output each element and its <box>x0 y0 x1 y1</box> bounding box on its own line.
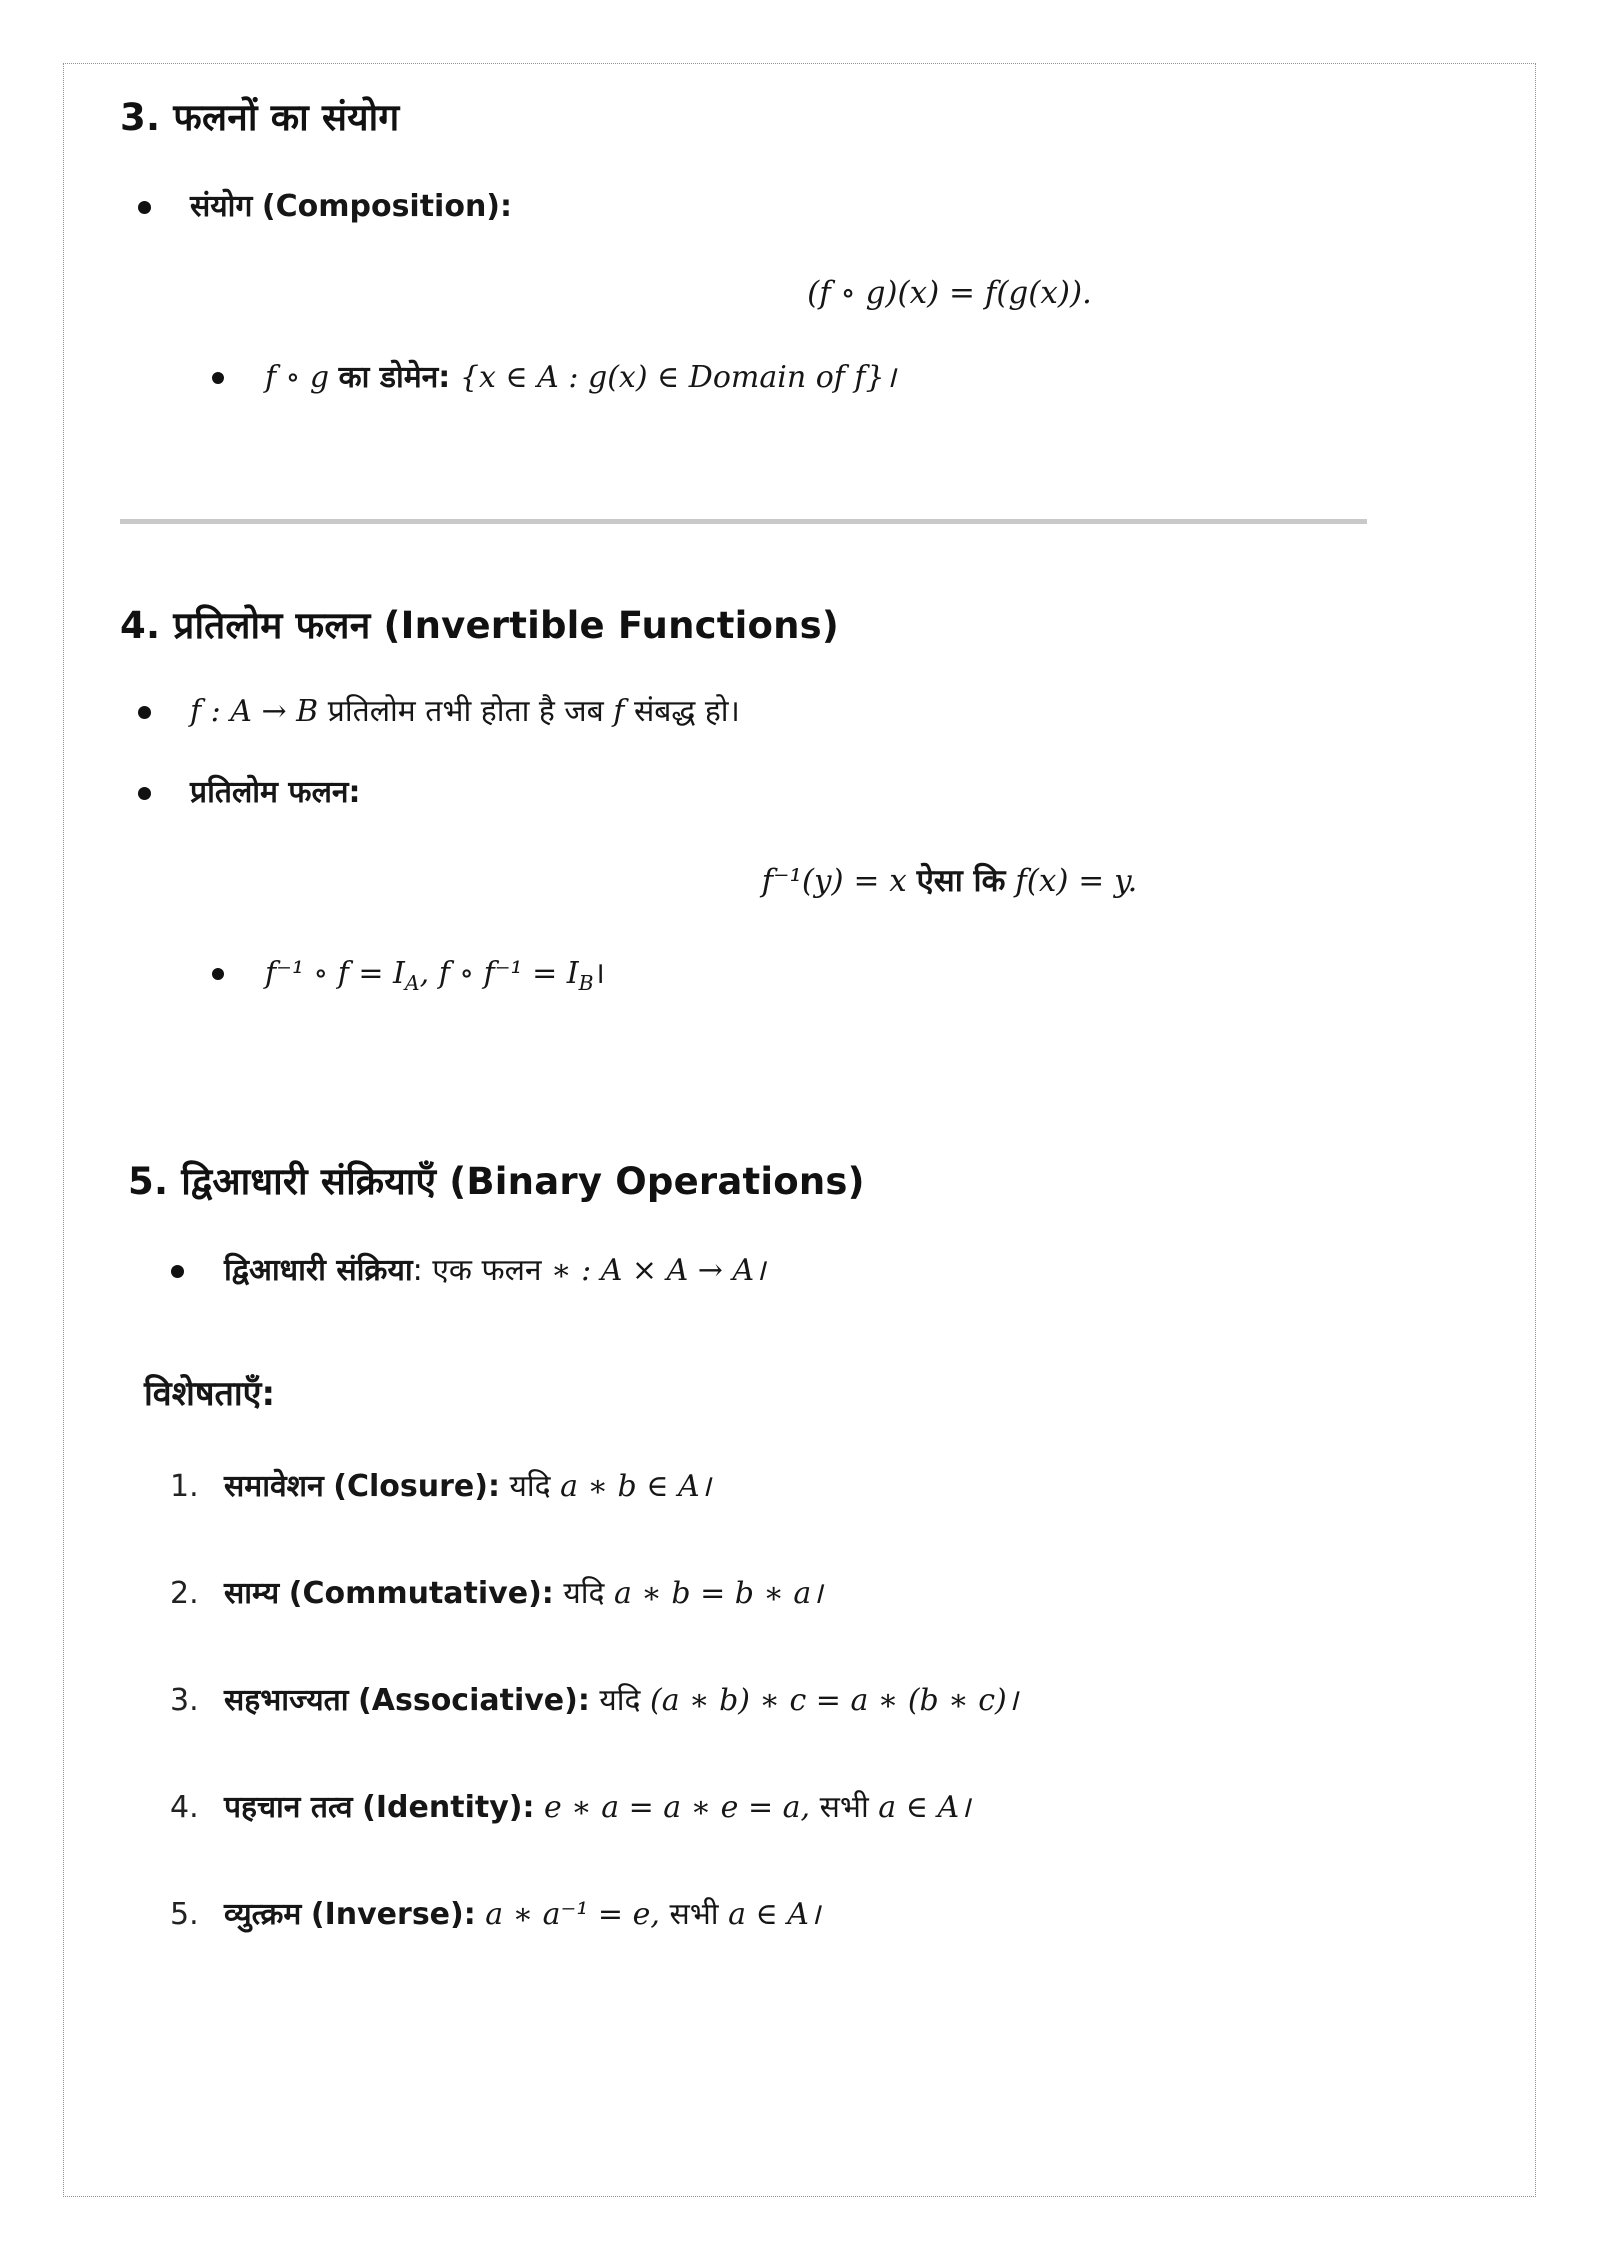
section-4-heading: 4. प्रतिलोम फलन (Invertible Functions) <box>120 604 840 648</box>
property-item-commutative <box>128 1573 1479 1615</box>
inverse-identities-sub-bullet <box>120 953 1479 998</box>
bullet-icon <box>212 372 224 384</box>
section-5-heading: 5. द्विआधारी संक्रियाएँ (Binary Operations) <box>128 1159 865 1203</box>
property-term-latin: (Associative): <box>358 1682 590 1718</box>
binary-operation-term: द्विआधारी संक्रिया <box>224 1252 413 1288</box>
property-math-2: a ∈ A। <box>728 1896 821 1932</box>
composition-term-hindi: संयोग <box>190 189 253 225</box>
property-term-latin: (Closure): <box>333 1468 500 1504</box>
item-number: 2. <box>170 1575 199 1611</box>
inverse-function-label: प्रतिलोम फलन: <box>190 774 361 810</box>
properties-heading: विशेषताएँ: <box>144 1373 276 1414</box>
such-that-hindi: ऐसा कि <box>916 862 1006 899</box>
domain-math-1: f ∘ g <box>265 360 330 396</box>
composition-equation <box>120 272 1479 315</box>
map-math: f : A → B <box>190 693 319 729</box>
binary-operation-bullet <box>128 1250 1479 1292</box>
property-hindi-2: सभी <box>669 1896 719 1932</box>
bullet-icon <box>212 968 224 980</box>
property-term-latin: (Commutative): <box>288 1575 554 1611</box>
property-math-1: a ∗ b ∈ A। <box>560 1468 712 1504</box>
bullet-icon <box>138 787 151 800</box>
section-5-body <box>120 1250 1479 1936</box>
bullet-icon <box>171 1265 184 1278</box>
bullet-icon <box>138 201 151 214</box>
domain-label-hindi: का डोमेन: <box>338 360 451 396</box>
identity-sub-b: B <box>578 970 594 995</box>
section-3-heading: 3. फलनों का संयोग <box>120 96 400 139</box>
inverse-function-bullet <box>120 772 1479 814</box>
item-number: 3. <box>170 1682 199 1718</box>
item-number: 1. <box>170 1468 199 1504</box>
composition-bullet <box>120 186 1479 228</box>
danda-mark: । <box>593 955 605 991</box>
document-page <box>63 63 1536 2197</box>
property-hindi-1: यदि <box>563 1575 605 1611</box>
identity-math-1: f⁻¹ ∘ f = I <box>265 955 405 991</box>
section-divider <box>120 519 1367 524</box>
identity-math-2: , f ∘ f⁻¹ = I <box>419 955 579 991</box>
property-math-1: a ∗ b = b ∗ a। <box>614 1575 823 1611</box>
inverse-equation <box>120 860 1479 903</box>
inverse-math-2: f(x) = y. <box>1015 862 1138 899</box>
property-term-hindi: साम्य <box>224 1575 280 1611</box>
property-item-inverse <box>128 1894 1479 1936</box>
identity-sub-a: A <box>404 970 420 995</box>
property-term-hindi: सहभाज्यता <box>224 1682 349 1718</box>
item-number: 5. <box>170 1896 199 1932</box>
property-math-1: a ∗ a⁻¹ = e, <box>485 1896 660 1932</box>
property-math-1: e ∗ a = a ∗ e = a, <box>544 1789 811 1825</box>
property-math-2: a ∈ A। <box>878 1789 971 1825</box>
property-item-closure <box>128 1466 1479 1508</box>
equation-text: (f ∘ g)(x) = f(g(x)). <box>807 275 1092 312</box>
item-number: 4. <box>170 1789 199 1825</box>
property-term-hindi: समावेशन <box>224 1468 324 1504</box>
inverse-math-1: f⁻¹(y) = x <box>761 862 907 899</box>
property-item-associative <box>128 1680 1479 1722</box>
property-hindi-1: यदि <box>509 1468 551 1504</box>
condition-hindi-1: प्रतिलोम तभी होता है जब <box>327 693 604 729</box>
bullet-icon <box>138 706 151 719</box>
property-term-hindi: पहचान तत्व <box>224 1789 353 1825</box>
property-hindi-1: यदि <box>599 1682 641 1718</box>
property-term-latin: (Inverse): <box>310 1896 476 1932</box>
composition-term-latin: (Composition): <box>261 189 513 225</box>
property-term-hindi: व्युत्क्रम <box>224 1896 302 1932</box>
property-math-1: (a ∗ b) ∗ c = a ∗ (b ∗ c)। <box>650 1682 1019 1718</box>
condition-hindi-2: संबद्ध हो। <box>633 693 740 729</box>
binary-operation-hindi: : एक फलन <box>412 1252 542 1288</box>
binary-operation-math: ∗ : A × A → A। <box>551 1252 766 1288</box>
domain-sub-bullet <box>120 357 1479 399</box>
invertible-condition-bullet <box>120 691 1479 733</box>
property-item-identity <box>128 1787 1479 1829</box>
domain-math-2: {x ∈ A : g(x) ∈ Domain of f}। <box>459 360 896 396</box>
property-hindi-2: सभी <box>819 1789 869 1825</box>
f-math: f <box>613 693 625 729</box>
property-term-latin: (Identity): <box>362 1789 535 1825</box>
